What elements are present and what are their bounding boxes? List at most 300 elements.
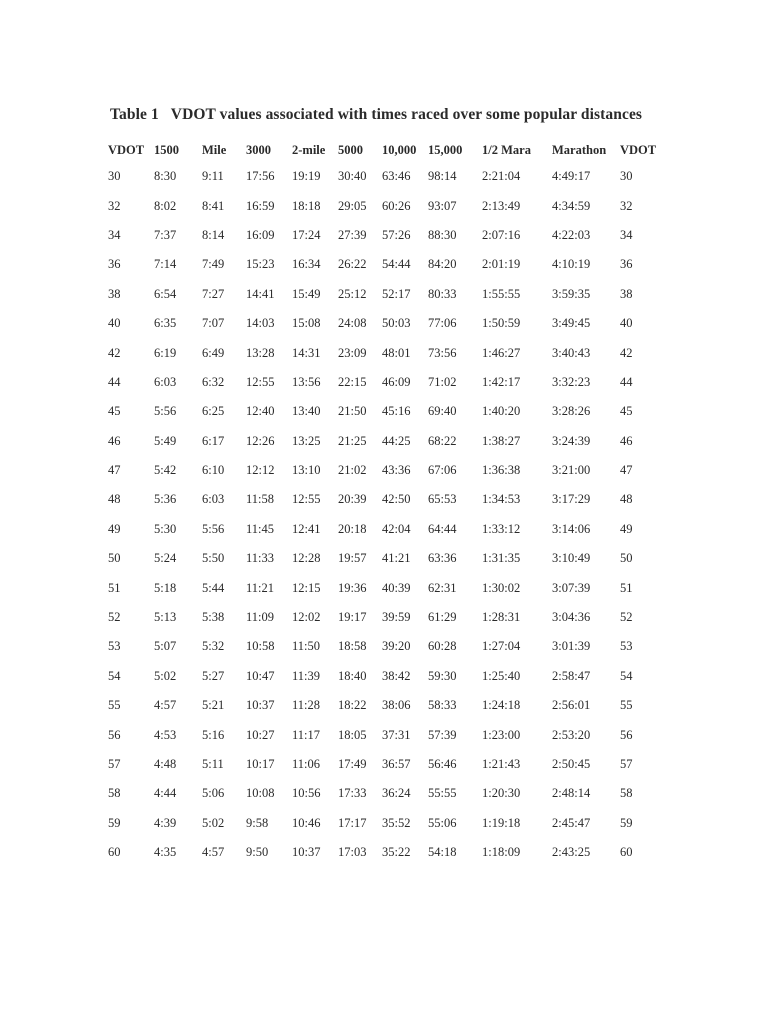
cell-vdot-right: 57 [620,757,633,771]
cell-10000: 38:42 [382,668,411,683]
table-row [108,573,668,602]
cell-1500: 4:39 [154,815,177,830]
cell-vdot-right: 59 [620,815,633,830]
cell-2-mile: 10:37 [292,845,321,860]
cell-half-marathon: 1:25:40 [482,668,521,683]
cell-3000: 17:56 [246,169,275,184]
cell-vdot: 30 [108,169,121,184]
cell-half-marathon: 1:27:04 [482,639,521,654]
cell-5000: 17:17 [338,815,367,830]
cell-2-mile: 12:02 [292,610,321,625]
cell-half-marathon: 1:40:20 [482,404,521,419]
cell-vdot-right: 48 [620,492,633,507]
cell-1500: 5:49 [154,433,177,448]
cell-vdot: 59 [108,815,121,830]
cell-15000: 68:22 [428,433,457,448]
cell-mile: 5:56 [202,521,225,536]
cell-mile: 6:10 [202,463,225,478]
cell-vdot-right: 46 [620,433,633,448]
cell-2-mile: 13:25 [292,433,321,448]
table-row [108,809,668,838]
cell-15000: 54:18 [428,845,457,860]
cell-3000: 11:09 [246,610,275,625]
cell-1500: 7:14 [154,257,177,272]
cell-15000: 88:30 [428,227,457,242]
cell-marathon: 3:59:35 [552,286,591,301]
cell-1500: 5:36 [154,492,177,507]
cell-5000: 19:17 [338,610,367,625]
cell-15000: 62:31 [428,580,457,595]
cell-2-mile: 10:56 [292,786,321,801]
cell-vdot: 57 [108,757,121,771]
table-row [108,250,668,279]
cell-1500: 5:30 [154,521,177,536]
cell-3000: 12:26 [246,433,275,448]
cell-2-mile: 11:28 [292,698,321,713]
cell-marathon: 3:24:39 [552,433,591,448]
cell-vdot-right: 58 [620,786,633,801]
cell-3000: 11:33 [246,551,275,566]
cell-marathon: 2:43:25 [552,845,591,860]
cell-3000: 10:17 [246,757,275,771]
cell-marathon: 3:49:45 [552,316,591,331]
cell-10000: 44:25 [382,433,411,448]
cell-2-mile: 12:55 [292,492,321,507]
cell-10000: 40:39 [382,580,411,595]
cell-marathon: 2:53:20 [552,727,591,742]
cell-half-marathon: 2:13:49 [482,198,521,213]
table-row [108,485,668,514]
cell-2-mile: 13:56 [292,374,321,389]
cell-mile: 9:11 [202,169,224,184]
cell-10000: 52:17 [382,286,411,301]
cell-5000: 23:09 [338,345,367,360]
cell-half-marathon: 1:19:18 [482,815,521,830]
column-header-3000: 3000 [246,142,271,157]
cell-vdot: 34 [108,227,121,242]
cell-vdot: 46 [108,433,121,448]
cell-15000: 73:56 [428,345,457,360]
cell-15000: 69:40 [428,404,457,419]
cell-2-mile: 12:28 [292,551,321,566]
cell-5000: 19:57 [338,551,367,566]
table-caption-text: VDOT values associated with times raced over some popular distances [170,106,643,123]
cell-10000: 45:16 [382,404,411,419]
cell-half-marathon: 1:55:55 [482,286,521,301]
cell-marathon: 2:48:14 [552,786,591,801]
cell-vdot: 47 [108,463,121,478]
cell-10000: 38:06 [382,698,411,713]
cell-vdot-right: 36 [620,257,633,272]
cell-5000: 21:25 [338,433,367,448]
cell-5000: 17:03 [338,845,367,860]
cell-mile: 5:38 [202,610,225,625]
cell-half-marathon: 1:33:12 [482,521,521,536]
cell-3000: 12:12 [246,463,275,478]
cell-10000: 60:26 [382,198,411,213]
cell-5000: 27:39 [338,227,367,242]
cell-5000: 20:18 [338,521,367,536]
cell-1500: 4:35 [154,845,177,860]
cell-vdot: 51 [108,580,121,595]
cell-15000: 64:44 [428,521,457,536]
cell-15000: 77:06 [428,316,457,331]
cell-2-mile: 19:19 [292,169,321,184]
cell-mile: 5:02 [202,815,225,830]
table-row [108,397,668,426]
cell-half-marathon: 1:28:31 [482,610,521,625]
cell-1500: 5:02 [154,668,177,683]
cell-vdot-right: 52 [620,610,633,625]
cell-vdot: 53 [108,639,121,654]
cell-10000: 35:52 [382,815,411,830]
cell-1500: 5:18 [154,580,177,595]
cell-vdot: 54 [108,668,121,683]
cell-vdot: 60 [108,845,121,860]
cell-15000: 57:39 [428,727,457,742]
cell-mile: 6:32 [202,374,225,389]
cell-1500: 5:07 [154,639,177,654]
table-row [108,691,668,720]
cell-3000: 12:40 [246,404,275,419]
cell-half-marathon: 2:07:16 [482,227,521,242]
cell-5000: 18:05 [338,727,367,742]
cell-marathon: 2:56:01 [552,698,591,713]
cell-vdot-right: 45 [620,404,633,419]
cell-2-mile: 18:18 [292,198,321,213]
cell-marathon: 3:40:43 [552,345,591,360]
cell-vdot: 38 [108,286,121,301]
cell-vdot-right: 49 [620,521,633,536]
cell-15000: 63:36 [428,551,457,566]
cell-marathon: 3:10:49 [552,551,591,566]
cell-half-marathon: 2:01:19 [482,257,521,272]
cell-vdot-right: 38 [620,286,633,301]
cell-vdot: 49 [108,521,121,536]
cell-2-mile: 13:10 [292,463,321,478]
cell-mile: 6:17 [202,433,225,448]
table-row [108,280,668,309]
cell-2-mile: 11:06 [292,757,321,771]
cell-vdot: 42 [108,345,121,360]
table-row [108,368,668,397]
table-row [108,603,668,632]
column-header-vdot: VDOT [108,142,145,157]
cell-10000: 63:46 [382,169,411,184]
cell-10000: 42:04 [382,521,411,536]
cell-marathon: 4:10:19 [552,257,591,272]
cell-5000: 19:36 [338,580,367,595]
cell-10000: 36:24 [382,786,411,801]
column-header-marathon: Marathon [552,142,607,157]
cell-3000: 14:41 [246,286,275,301]
cell-10000: 37:31 [382,727,411,742]
cell-mile: 8:14 [202,227,225,242]
cell-half-marathon: 2:21:04 [482,169,521,184]
cell-vdot-right: 44 [620,374,633,389]
cell-vdot: 58 [108,786,121,801]
cell-marathon: 4:22:03 [552,227,591,242]
cell-half-marathon: 1:18:09 [482,845,521,860]
cell-mile: 5:44 [202,580,225,595]
cell-10000: 46:09 [382,374,411,389]
cell-half-marathon: 1:38:27 [482,433,521,448]
cell-vdot: 56 [108,727,121,742]
cell-mile: 5:16 [202,727,225,742]
cell-1500: 8:02 [154,198,177,213]
table-row [108,221,668,250]
cell-10000: 57:26 [382,227,411,242]
table-row [108,720,668,749]
cell-half-marathon: 1:21:43 [482,757,521,771]
cell-1500: 7:37 [154,227,177,242]
cell-half-marathon: 1:34:53 [482,492,521,507]
cell-15000: 80:33 [428,286,457,301]
cell-3000: 10:37 [246,698,275,713]
cell-15000: 58:33 [428,698,457,713]
cell-5000: 17:33 [338,786,367,801]
cell-mile: 5:06 [202,786,225,801]
cell-2-mile: 12:15 [292,580,321,595]
column-header-vdot-right: VDOT [620,142,657,157]
cell-half-marathon: 1:23:00 [482,727,521,742]
cell-3000: 11:58 [246,492,275,507]
cell-half-marathon: 1:46:27 [482,345,521,360]
cell-vdot: 48 [108,492,121,507]
cell-10000: 48:01 [382,345,411,360]
cell-mile: 5:50 [202,551,225,566]
cell-3000: 11:21 [246,580,275,595]
cell-10000: 54:44 [382,257,411,272]
cell-half-marathon: 1:36:38 [482,463,521,478]
table-row [108,427,668,456]
cell-vdot-right: 47 [620,463,633,478]
cell-1500: 5:24 [154,551,177,566]
cell-marathon: 3:14:06 [552,521,591,536]
column-header-half-marathon: 1/2 Mara [482,142,531,157]
cell-mile: 5:32 [202,639,225,654]
cell-3000: 10:27 [246,727,275,742]
cell-10000: 43:36 [382,463,411,478]
table-row [108,309,668,338]
column-header-5000: 5000 [338,142,363,157]
cell-5000: 18:58 [338,639,367,654]
cell-2-mile: 11:17 [292,727,321,742]
cell-vdot-right: 56 [620,727,633,742]
cell-marathon: 2:58:47 [552,668,591,683]
column-header-15000: 15,000 [428,142,463,157]
cell-marathon: 3:32:23 [552,374,591,389]
cell-10000: 36:57 [382,757,411,771]
column-header-mile: Mile [202,142,227,157]
cell-vdot: 44 [108,374,121,389]
cell-1500: 6:03 [154,374,177,389]
cell-1500: 8:30 [154,169,177,184]
cell-3000: 13:28 [246,345,275,360]
cell-marathon: 3:07:39 [552,580,591,595]
cell-mile: 7:07 [202,316,225,331]
cell-vdot: 36 [108,257,121,272]
cell-mile: 6:25 [202,404,225,419]
cell-15000: 84:20 [428,257,457,272]
cell-1500: 5:13 [154,610,177,625]
cell-2-mile: 15:08 [292,316,321,331]
cell-vdot-right: 60 [620,845,633,860]
cell-2-mile: 11:39 [292,668,321,683]
cell-vdot: 55 [108,698,121,713]
cell-mile: 6:03 [202,492,225,507]
cell-half-marathon: 1:50:59 [482,316,521,331]
cell-5000: 21:50 [338,404,367,419]
cell-15000: 71:02 [428,374,457,389]
cell-mile: 5:11 [202,757,224,771]
cell-2-mile: 11:50 [292,639,321,654]
cell-marathon: 2:50:45 [552,757,591,771]
cell-marathon: 3:28:26 [552,404,591,419]
cell-vdot-right: 42 [620,345,633,360]
table-row [108,779,668,808]
cell-2-mile: 15:49 [292,286,321,301]
table-row [108,838,668,867]
cell-3000: 10:58 [246,639,275,654]
table-row [108,750,668,779]
cell-2-mile: 12:41 [292,521,321,536]
cell-vdot: 50 [108,551,121,566]
cell-mile: 7:27 [202,286,225,301]
cell-15000: 60:28 [428,639,457,654]
cell-15000: 93:07 [428,198,457,213]
cell-3000: 11:45 [246,521,275,536]
cell-15000: 61:29 [428,610,457,625]
cell-vdot-right: 55 [620,698,633,713]
cell-vdot-right: 30 [620,169,633,184]
cell-vdot-right: 50 [620,551,633,566]
cell-mile: 5:21 [202,698,225,713]
cell-2-mile: 17:24 [292,227,321,242]
table-row [108,162,668,191]
cell-1500: 6:54 [154,286,177,301]
cell-mile: 5:27 [202,668,225,683]
table-row [108,456,668,485]
cell-half-marathon: 1:20:30 [482,786,521,801]
table-caption [110,106,642,124]
cell-15000: 98:14 [428,169,457,184]
cell-half-marathon: 1:24:18 [482,698,521,713]
table-row [108,515,668,544]
column-header-10000: 10,000 [382,142,417,157]
table-row [108,632,668,661]
cell-10000: 50:03 [382,316,411,331]
cell-vdot-right: 40 [620,316,633,331]
column-header-1500: 1500 [154,142,179,157]
cell-2-mile: 10:46 [292,815,321,830]
cell-1500: 6:19 [154,345,177,360]
cell-3000: 14:03 [246,316,275,331]
cell-3000: 15:23 [246,257,275,272]
cell-15000: 55:06 [428,815,457,830]
table-row [108,338,668,367]
cell-half-marathon: 1:30:02 [482,580,521,595]
table-header-row [108,138,668,162]
cell-vdot-right: 54 [620,668,633,683]
table-row [108,662,668,691]
cell-3000: 10:08 [246,786,275,801]
cell-3000: 9:58 [246,815,269,830]
cell-1500: 5:42 [154,463,177,478]
cell-5000: 18:40 [338,668,367,683]
cell-vdot: 40 [108,316,121,331]
cell-2-mile: 14:31 [292,345,321,360]
cell-vdot: 32 [108,198,121,213]
cell-5000: 21:02 [338,463,367,478]
cell-3000: 16:59 [246,198,275,213]
cell-5000: 26:22 [338,257,367,272]
cell-1500: 4:53 [154,727,177,742]
cell-marathon: 2:45:47 [552,815,591,830]
cell-3000: 16:09 [246,227,275,242]
cell-1500: 4:57 [154,698,177,713]
cell-mile: 7:49 [202,257,225,272]
cell-vdot-right: 53 [620,639,633,654]
cell-half-marathon: 1:31:35 [482,551,521,566]
cell-1500: 4:44 [154,786,177,801]
cell-5000: 22:15 [338,374,367,389]
cell-5000: 20:39 [338,492,367,507]
cell-15000: 56:46 [428,757,457,771]
cell-15000: 67:06 [428,463,457,478]
cell-2-mile: 16:34 [292,257,321,272]
cell-1500: 5:56 [154,404,177,419]
table-caption-label: Table 1 [110,106,159,123]
cell-10000: 41:21 [382,551,411,566]
cell-half-marathon: 1:42:17 [482,374,521,389]
table-row [108,191,668,220]
cell-10000: 42:50 [382,492,411,507]
cell-3000: 10:47 [246,668,275,683]
column-header-2-mile: 2-mile [292,142,326,157]
cell-marathon: 3:17:29 [552,492,591,507]
cell-10000: 39:20 [382,639,411,654]
cell-5000: 18:22 [338,698,367,713]
cell-3000: 9:50 [246,845,269,860]
cell-vdot-right: 34 [620,227,633,242]
cell-marathon: 4:34:59 [552,198,591,213]
cell-15000: 59:30 [428,668,457,683]
cell-15000: 65:53 [428,492,457,507]
cell-10000: 35:22 [382,845,411,860]
cell-2-mile: 13:40 [292,404,321,419]
table-body [108,162,668,867]
cell-vdot-right: 51 [620,580,633,595]
cell-1500: 6:35 [154,316,177,331]
cell-marathon: 3:21:00 [552,463,591,478]
cell-mile: 4:57 [202,845,225,860]
cell-5000: 29:05 [338,198,367,213]
cell-vdot-right: 32 [620,198,633,213]
cell-marathon: 3:04:36 [552,610,591,625]
cell-10000: 39:59 [382,610,411,625]
cell-vdot: 45 [108,404,121,419]
table-row [108,544,668,573]
cell-5000: 25:12 [338,286,367,301]
cell-mile: 6:49 [202,345,225,360]
vdot-table [108,138,668,867]
cell-5000: 30:40 [338,169,367,184]
cell-1500: 4:48 [154,757,177,771]
cell-3000: 12:55 [246,374,275,389]
cell-mile: 8:41 [202,198,225,213]
cell-marathon: 3:01:39 [552,639,591,654]
